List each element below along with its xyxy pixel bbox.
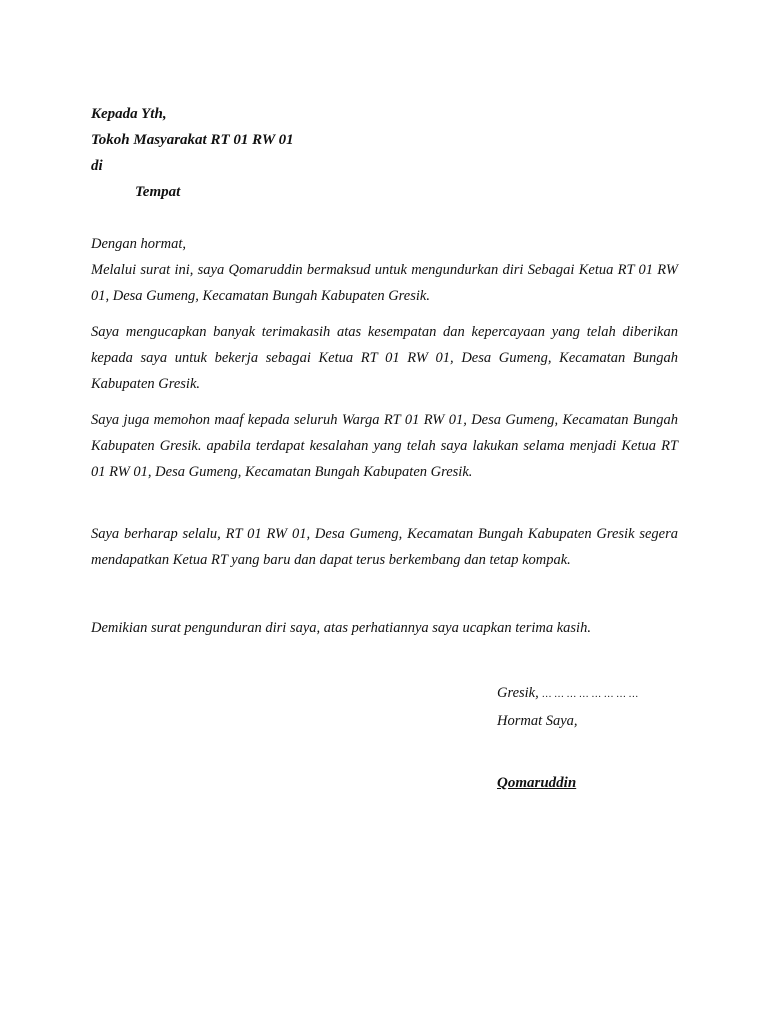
addressee-block (91, 101, 294, 205)
paragraph-4-text: Saya berharap selalu, RT 01 RW 01, Desa Gumeng, Kecamatan Bungah Kabupaten Gresik segera mendapatkan Ketua RT yang baru dan dapat terus berkembang dan tetap kompak. (91, 526, 678, 568)
paragraph-3 (91, 407, 678, 485)
addressee-recipient: Tokoh Masyarakat RT 01 RW 01 (91, 132, 294, 148)
date-placeholder: … … … … … … … … (542, 689, 639, 700)
paragraph-2 (91, 319, 678, 397)
regards-text: Hormat Saya, (497, 713, 578, 729)
addressee-salutation: Kepada Yth, (91, 106, 167, 122)
paragraph-4 (91, 521, 678, 573)
greeting-text: Dengan hormat, (91, 236, 187, 252)
closing-paragraph (91, 615, 678, 641)
signer-name: Qomaruddin (497, 775, 577, 791)
place-date-line (497, 680, 639, 708)
place-text: Gresik, (497, 685, 539, 701)
paragraph-2-text: Saya mengucapkan banyak terimakasih atas kesempatan dan kepercayaan yang telah diberikan kepada saya untuk bekerja sebagai Ketua RT 01 RW 01, Desa Gumeng, Kecamatan Bungah Kabupaten Gresik. (91, 324, 678, 392)
closing-text: Demikian surat pengunduran diri saya, atas perhatiannya saya ucapkan terima kasih. (91, 620, 591, 636)
paragraph-1-text: Melalui surat ini, saya Qomaruddin bermaksud untuk mengundurkan diri Sebagai Ketua RT 01 RW 01, Desa Gumeng, Kecamatan Bungah Kabupaten Gresik. (91, 262, 678, 304)
paragraph-1 (91, 257, 678, 309)
greeting-block (91, 231, 678, 257)
addressee-preposition: di (91, 158, 103, 174)
addressee-place: Tempat (135, 184, 181, 200)
signature-block (497, 680, 639, 734)
paragraph-3-text: Saya juga memohon maaf kepada seluruh Warga RT 01 RW 01, Desa Gumeng, Kecamatan Bungah Kabupaten Gresik. apabila terdapat kesalahan yang telah saya lakukan selama menjadi Ketua RT 01 RW 01, Desa Gumeng, Kecamatan Bungah Kabupaten Gresik. (91, 412, 678, 480)
